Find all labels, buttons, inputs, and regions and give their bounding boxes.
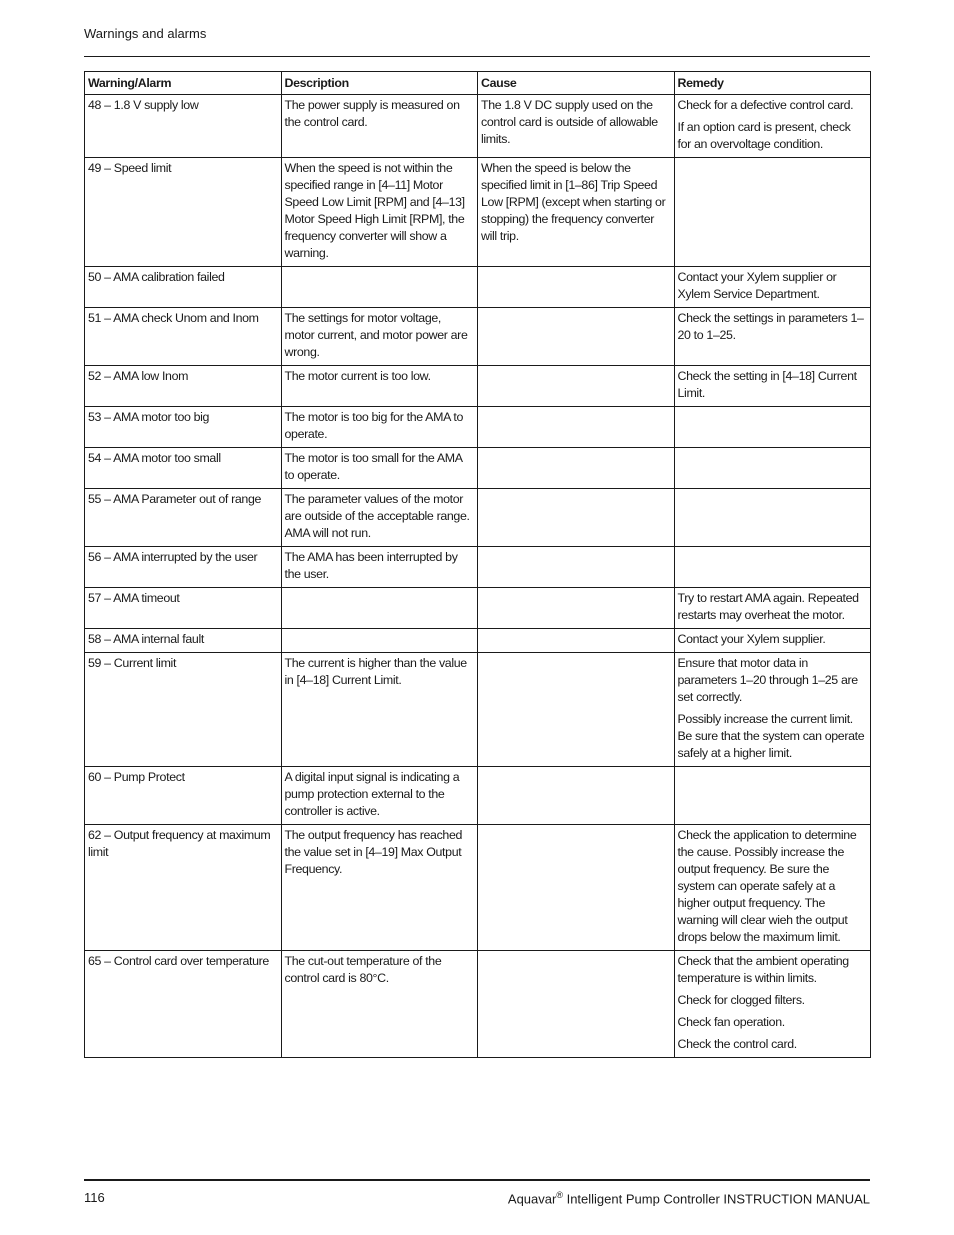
- description-paragraph: The output frequency has reached the value set in [4–19] Max Output Frequency.: [284, 828, 463, 876]
- description-cell: [281, 825, 478, 951]
- description-paragraph: The motor is too small for the AMA to operate.: [284, 451, 462, 482]
- remedy-paragraph: Check that the ambient operating temperature is within limits.: [677, 954, 849, 985]
- remedy-cell: [674, 95, 871, 158]
- description-paragraph: A digital input signal is indicating a pump protection external to the controller is active.: [284, 770, 460, 818]
- brand-name: Aquavar: [507, 1191, 557, 1207]
- warning-cell: 55 – AMA Parameter out of range: [85, 489, 282, 547]
- remedy-cell: [674, 366, 871, 407]
- table-row: [85, 158, 871, 267]
- warnings-table: [84, 71, 871, 1058]
- page-number: 116: [84, 1190, 105, 1205]
- table-row: [85, 448, 871, 489]
- warning-cell: 49 – Speed limit: [85, 158, 282, 267]
- description-paragraph: The settings for motor voltage, motor current, and motor power are wrong.: [284, 311, 468, 359]
- section-title: Warnings and alarms: [84, 26, 207, 41]
- remedy-cell: [674, 489, 871, 547]
- table-row: [85, 95, 871, 158]
- table-row: [85, 588, 871, 629]
- warning-cell: 51 – AMA check Unom and Inom: [85, 308, 282, 366]
- remedy-paragraph: Contact your Xylem supplier or Xylem Service Department.: [677, 270, 837, 301]
- warning-cell: 54 – AMA motor too small: [85, 448, 282, 489]
- description-cell: [281, 547, 478, 588]
- table-row: [85, 308, 871, 366]
- remedy-paragraph: Check the settings in parameters 1–20 to 1–25.: [677, 311, 864, 342]
- description-paragraph: When the speed is not within the specified range in [4–11] Motor Speed Low Limit [RPM] and [4–13] Motor Speed High Limit [RPM], the frequency converter will show a warning.: [284, 161, 465, 260]
- remedy-paragraph: Contact your Xylem supplier.: [677, 632, 826, 646]
- cause-cell: [478, 547, 675, 588]
- cause-cell: [478, 653, 675, 767]
- description-cell: [281, 951, 478, 1058]
- warning-cell: 50 – AMA calibration failed: [85, 267, 282, 308]
- remedy-cell: [674, 308, 871, 366]
- table-row: [85, 547, 871, 588]
- warning-cell: 48 – 1.8 V supply low: [85, 95, 282, 158]
- table-row: [85, 653, 871, 767]
- table-row: [85, 767, 871, 825]
- description-cell: [281, 653, 478, 767]
- manual-title: [508, 1190, 870, 1206]
- remedy-cell: [674, 588, 871, 629]
- remedy-paragraph: Check fan operation.: [677, 1015, 785, 1029]
- warning-cell: 57 – AMA timeout: [85, 588, 282, 629]
- warning-cell: 56 – AMA interrupted by the user: [85, 547, 282, 588]
- description-paragraph: The motor current is too low.: [284, 369, 431, 383]
- column-header-warning: Warning/Alarm: [85, 72, 282, 95]
- remedy-cell: [674, 267, 871, 308]
- cause-cell: [478, 489, 675, 547]
- cause-cell: [478, 267, 675, 308]
- warning-cell: 62 – Output frequency at maximum limit: [85, 825, 282, 951]
- table-row: [85, 629, 871, 653]
- remedy-paragraph: Ensure that motor data in parameters 1–20 through 1–25 are set correctly.: [677, 656, 858, 704]
- table-row: [85, 825, 871, 951]
- cause-cell: [478, 629, 675, 653]
- cause-cell: [478, 588, 675, 629]
- warning-cell: 52 – AMA low Inom: [85, 366, 282, 407]
- table-row: [85, 407, 871, 448]
- description-cell: [281, 267, 478, 308]
- description-paragraph: The current is higher than the value in [4–18] Current Limit.: [284, 656, 467, 687]
- cause-cell: [478, 767, 675, 825]
- remedy-paragraph: Check for clogged filters.: [677, 993, 805, 1007]
- description-cell: [281, 407, 478, 448]
- warning-cell: 58 – AMA internal fault: [85, 629, 282, 653]
- column-header-description: Description: [281, 72, 478, 95]
- cause-cell: [478, 308, 675, 366]
- manual-title-rest: Intelligent Pump Controller INSTRUCTION MANUAL: [562, 1191, 870, 1207]
- remedy-paragraph: Check the setting in [4–18] Current Limit.: [677, 369, 857, 400]
- description-paragraph: The cut-out temperature of the control card is 80°C.: [284, 954, 442, 985]
- cause-cell: [478, 158, 675, 267]
- remedy-cell: [674, 407, 871, 448]
- page-header: [84, 26, 870, 57]
- remedy-paragraph: Check the control card.: [677, 1037, 797, 1051]
- cause-cell: [478, 95, 675, 158]
- description-paragraph: The parameter values of the motor are outside of the acceptable range. AMA will not run.: [284, 492, 470, 540]
- cause-cell: [478, 825, 675, 951]
- description-cell: [281, 448, 478, 489]
- cause-cell: [478, 951, 675, 1058]
- remedy-cell: [674, 448, 871, 489]
- remedy-paragraph: Check the application to determine the cause. Possibly increase the output frequency. Be sure the system can operate safely at a higher output frequency. The warning will clear wieh the output drops below the maximum limit.: [677, 828, 857, 944]
- column-header-cause: Cause: [478, 72, 675, 95]
- description-cell: [281, 489, 478, 547]
- remedy-cell: [674, 653, 871, 767]
- registered-mark: ®: [556, 1190, 563, 1200]
- remedy-cell: [674, 547, 871, 588]
- description-cell: [281, 308, 478, 366]
- remedy-paragraph: Check for a defective control card.: [677, 98, 854, 112]
- table-header-row: [85, 72, 871, 95]
- warning-cell: 53 – AMA motor too big: [85, 407, 282, 448]
- table-row: [85, 267, 871, 308]
- cause-cell: [478, 407, 675, 448]
- remedy-cell: [674, 825, 871, 951]
- table-row: [85, 489, 871, 547]
- remedy-cell: [674, 767, 871, 825]
- description-cell: [281, 588, 478, 629]
- table-body: [85, 95, 871, 1058]
- description-cell: [281, 95, 478, 158]
- description-cell: [281, 629, 478, 653]
- cause-paragraph: The 1.8 V DC supply used on the control card is outside of allowable limits.: [481, 98, 658, 146]
- table-row: [85, 366, 871, 407]
- table-row: [85, 951, 871, 1058]
- description-cell: [281, 366, 478, 407]
- description-paragraph: The power supply is measured on the control card.: [284, 98, 460, 129]
- warning-cell: 65 – Control card over temperature: [85, 951, 282, 1058]
- description-cell: [281, 767, 478, 825]
- remedy-paragraph: If an option card is present, check for an overvoltage condition.: [677, 120, 851, 151]
- description-cell: [281, 158, 478, 267]
- column-header-remedy: Remedy: [674, 72, 871, 95]
- remedy-cell: [674, 629, 871, 653]
- description-paragraph: The motor is too big for the AMA to operate.: [284, 410, 464, 441]
- remedy-cell: [674, 158, 871, 267]
- remedy-paragraph: Try to restart AMA again. Repeated restarts may overheat the motor.: [677, 591, 859, 622]
- description-paragraph: The AMA has been interrupted by the user.: [284, 550, 458, 581]
- warning-cell: 60 – Pump Protect: [85, 767, 282, 825]
- warning-cell: 59 – Current limit: [85, 653, 282, 767]
- cause-cell: [478, 448, 675, 489]
- remedy-paragraph: Possibly increase the current limit. Be sure that the system can operate safely at a higher limit.: [677, 712, 865, 760]
- cause-paragraph: When the speed is below the specified limit in [1–86] Trip Speed Low [RPM] (except when starting or stopping) the frequency converter will trip.: [481, 161, 666, 243]
- remedy-cell: [674, 951, 871, 1058]
- page-footer: [84, 1179, 870, 1207]
- cause-cell: [478, 366, 675, 407]
